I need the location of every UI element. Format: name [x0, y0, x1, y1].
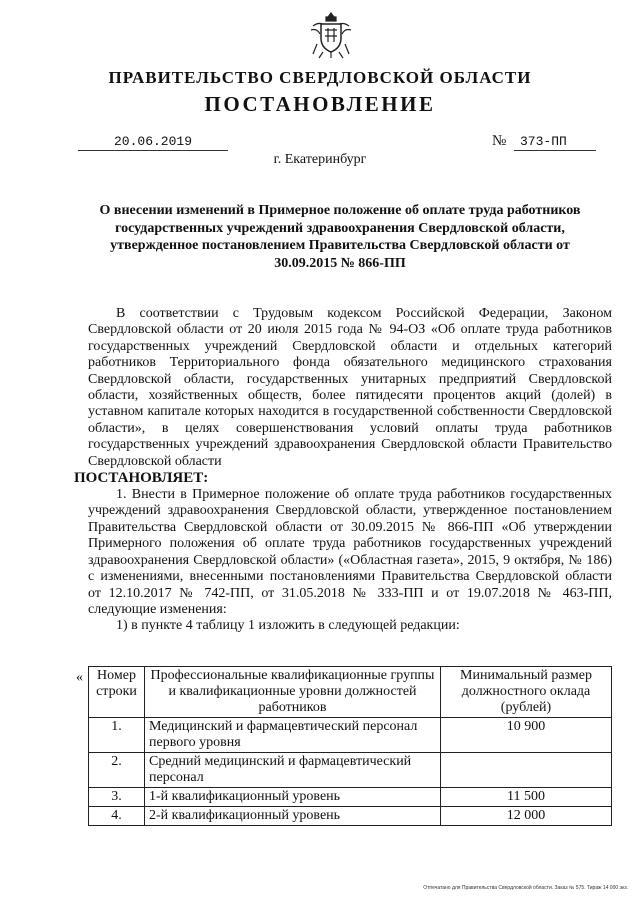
subitem-1-paragraph: 1) в пункте 4 таблицу 1 изложить в следующей редакции:: [116, 618, 460, 634]
row-name: Средний медицинский и фармацевтический персонал: [145, 753, 441, 788]
document-title: О внесении изменений в Примерное положение об оплате труда работников государственных учреждений здравоохранения Свердловской области, утвержденное постановлением Правительства Свердловской области от 30.09.2015 № 866-ПП: [99, 203, 581, 271]
row-number: 1.: [89, 718, 145, 753]
intro-paragraph: В соответствии с Трудовым кодексом Российской Федерации, Законом Свердловской области от 20 июля 2015 года № 94-ОЗ «Об оплате труда работников государственных учреждений Свердловской области и отдельных категорий работников Территориального фонда обязательного медицинского страхования Свердловской области, государственных унитарных предприятий Свердловской области, хозяйственных обществ, более пятидесяти процентов акций (долей) в уставном капитале которых находится в государственной собственности Свердловской области», в целях совершенствования условий оплаты труда работников государственных учреждений здравоохранения Свердловской области Правительство Свердловской области: [88, 306, 612, 469]
table-row: [89, 788, 612, 807]
table-row: [89, 807, 612, 826]
city: г. Екатеринбург: [273, 152, 367, 167]
salary-table: [88, 666, 612, 826]
opening-quote-mark: «: [76, 670, 83, 685]
header-groups: Профессиональные квалификационные группы и квалификационные уровни должностей работников: [145, 667, 441, 718]
row-number: 3.: [89, 788, 145, 807]
row-value: [441, 753, 612, 788]
number-sign: №: [492, 133, 507, 149]
row-number: 4.: [89, 807, 145, 826]
header-salary: Минимальный размер должностного оклада (рублей): [441, 667, 612, 718]
document-type: ПОСТАНОВЛЕНИЕ: [204, 92, 436, 116]
government-name: ПРАВИТЕЛЬСТВО СВЕРДЛОВСКОЙ ОБЛАСТИ: [108, 68, 532, 87]
row-value: 11 500: [441, 788, 612, 807]
document-number: 373-ПП: [514, 134, 596, 151]
coat-of-arms-emblem: [309, 10, 353, 60]
decree-heading: ПОСТАНОВЛЯЕТ:: [74, 470, 209, 487]
header-row-number: Номер строки: [89, 667, 145, 718]
row-name: 1-й квалификационный уровень: [145, 788, 441, 807]
row-number: 2.: [89, 753, 145, 788]
row-name: 2-й квалификационный уровень: [145, 807, 441, 826]
row-name: Медицинский и фармацевтический персонал первого уровня: [145, 718, 441, 753]
table-row: [89, 753, 612, 788]
row-value: 10 900: [441, 718, 612, 753]
document-body: [74, 306, 612, 635]
table-header-row: [89, 667, 612, 718]
document-date: 20.06.2019: [78, 134, 228, 151]
print-footer: Отпечатано для Правительства Свердловской области. Заказ № 575. Тираж 14 000 экз.: [423, 885, 628, 891]
table-row: [89, 718, 612, 753]
item-1-paragraph: 1. Внести в Примерное положение об оплате труда работников государственных учреждений здравоохранения Свердловской области, утвержденное постановлением Правительства Свердловской области от 30.09.2015 № 866-ПП «Об утверждении Примерного положения об оплате труда работников государственных учреждений здравоохранения Свердловской области» («Областная газета», 2015, 9 октября, № 186) с изменениями, внесенными постановлениями Правительства Свердловской области от 12.10.2017 № 742-ПП, от 31.05.2018 № 333-ПП и от 19.07.2018 № 463-ПП, следующие изменения:: [88, 487, 612, 617]
row-value: 12 000: [441, 807, 612, 826]
